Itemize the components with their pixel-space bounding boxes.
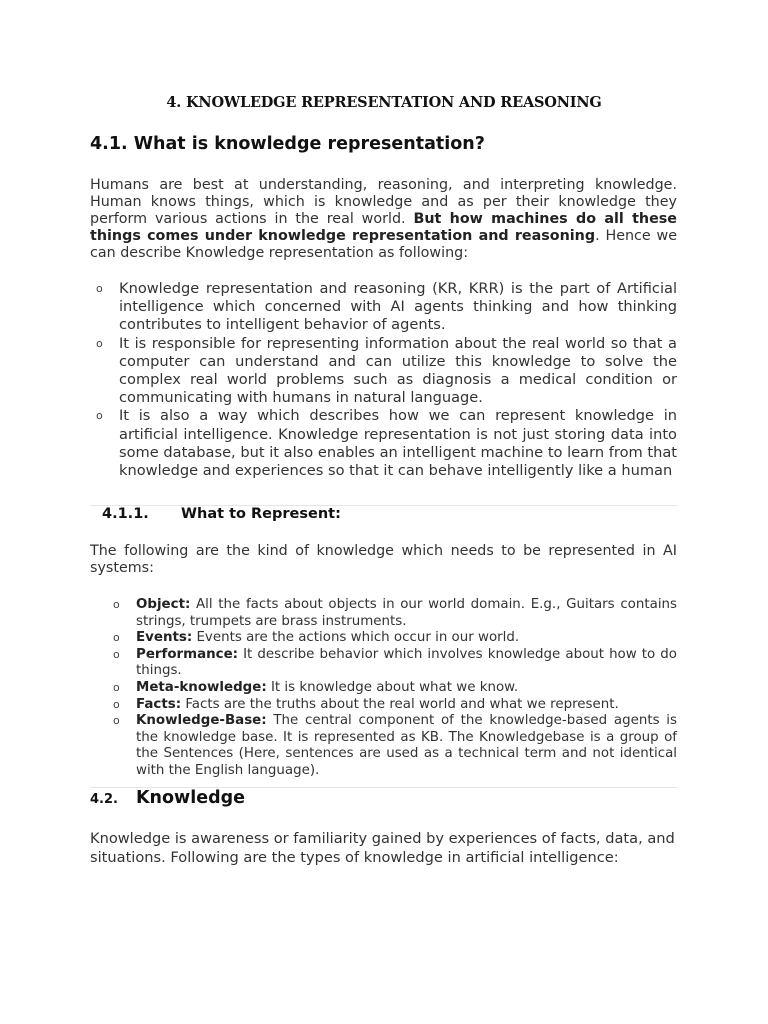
item-text: It describe behavior which involves knowledge about how to do things.: [136, 646, 677, 679]
section-title: Knowledge: [136, 788, 245, 808]
item-text: All the facts about objects in our world domain. E.g., Guitars contains strings, trumpets are brass instruments.: [136, 597, 677, 629]
item-term: Knowledge-Base:: [136, 713, 267, 729]
list-item: [107, 630, 677, 647]
intro-text-1: Humans are best at understanding, reasoning, and interpreting knowledge. Human knows things, which is knowledge and as per their knowledge they perform various actions in the real world.: [90, 177, 677, 227]
section-4-1-1-heading: [102, 506, 341, 522]
bullet-marker-icon: o: [113, 697, 120, 711]
section-title: What to Represent:: [181, 506, 341, 522]
item-text: Events are the actions which occur in our world.: [192, 630, 520, 646]
bullet-marker-icon: o: [96, 336, 103, 350]
list-item: [107, 697, 677, 714]
intro-text-2: . Hence we can describe Knowledge representation as following:: [90, 228, 678, 261]
section-number: 4.2.: [90, 792, 118, 807]
bullet-marker-icon: o: [113, 631, 120, 645]
knowledge-kinds-list: [107, 597, 677, 780]
item-term: Meta-knowledge:: [136, 679, 267, 695]
item-term: Performance:: [136, 646, 239, 662]
intro-bold-text: But how machines do all these things comes under knowledge representation and reasoning: [90, 211, 677, 244]
list-item: [107, 680, 677, 697]
section-4-1-intro: [90, 177, 677, 262]
chapter-title: 4. KNOWLEDGE REPRESENTATION AND REASONING: [166, 94, 602, 111]
list-item: [107, 597, 677, 630]
item-text: The central component of the knowledge-based agents is the knowledge base. It is represented as KB. The Knowledgebase is a group of the Sentences (Here, sentences are used as a technical term and not identical with the English language).: [136, 713, 677, 778]
list-item: [90, 335, 677, 408]
list-item: [107, 713, 677, 779]
item-text: It is knowledge about what we know.: [266, 679, 519, 695]
section-number: 4.1.1.: [102, 506, 149, 522]
bullet-marker-icon: o: [113, 598, 120, 611]
list-item: [107, 647, 677, 680]
section-4-1-1-intro: The following are the kind of knowledge which needs to be represented in AI systems:: [90, 543, 677, 576]
bullet-text: It is responsible for representing information about the real world so that a computer can understand and can utilize this knowledge to solve the complex real world problems such as diagnosis a medical condition or communicating with humans in natural language.: [119, 334, 677, 407]
item-term: Facts:: [136, 696, 182, 712]
section-4-1-heading: 4.1. What is knowledge representation?: [90, 134, 485, 154]
item-term: Events:: [136, 630, 193, 646]
bullet-marker-icon: o: [113, 714, 120, 728]
bullet-text: Knowledge representation and reasoning (KR, KRR) is the part of Artificial intelligence which concerned with AI agents thinking and how thinking contributes to intelligent behavior of agents.: [119, 280, 677, 334]
list-item: [90, 407, 677, 480]
section-4-2-intro: Knowledge is awareness or familiarity gained by experiences of facts, data, and situations. Following are the types of knowledge in artificial intelligence:: [90, 830, 675, 866]
bullet-marker-icon: o: [96, 282, 103, 295]
section-4-1-bullet-list: [90, 280, 677, 480]
bullet-text: It is also a way which describes how we can represent knowledge in artificial intelligence. Knowledge representation is not just storing data into some database, but it also enables an intelligent machine to learn from that knowledge and experiences so that it can behave intelligently like a human: [119, 407, 677, 480]
item-term: Object:: [136, 597, 191, 612]
list-item: [90, 280, 677, 335]
bullet-marker-icon: o: [113, 647, 120, 661]
bullet-marker-icon: o: [96, 409, 103, 423]
section-4-2-heading: [90, 788, 245, 808]
item-text: Facts are the truths about the real world and what we represent.: [181, 696, 619, 712]
bullet-marker-icon: o: [113, 680, 120, 694]
